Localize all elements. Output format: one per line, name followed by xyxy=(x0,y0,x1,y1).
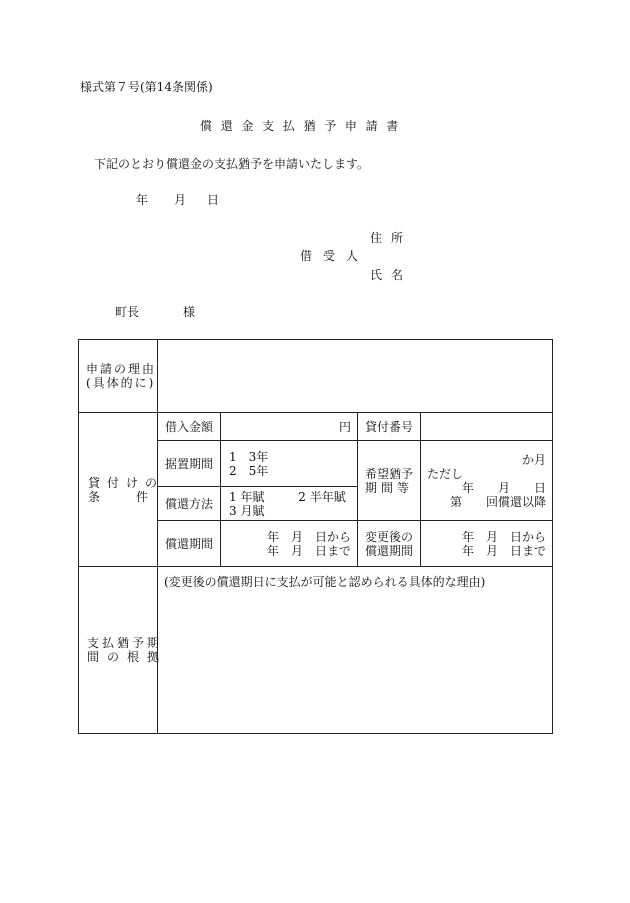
reason-input-cell[interactable] xyxy=(158,340,553,413)
desired-deferral-label-line2: 期間等 xyxy=(364,480,413,495)
form-number: 様式第７号(第14条関係) xyxy=(80,80,213,94)
changed-period-label-cell xyxy=(358,521,421,567)
proviso-text: ただし xyxy=(427,466,464,481)
desired-deferral-field[interactable] xyxy=(421,441,553,521)
loan-amount-unit: 円 xyxy=(338,419,351,434)
date-day-label: 日 xyxy=(207,193,220,207)
changed-to: 年 月 日まで xyxy=(461,543,546,558)
reason-row xyxy=(79,340,553,413)
borrower-label: 借受人 xyxy=(300,249,370,263)
honorific-label: 様 xyxy=(183,305,196,319)
basis-label-line2: 間の根拠 xyxy=(87,650,168,664)
method-option-1: 1 年賦 xyxy=(229,489,265,504)
changed-from: 年 月 日から xyxy=(461,529,546,544)
repayment-period-field[interactable] xyxy=(221,521,358,567)
date-month-label: 月 xyxy=(174,193,187,207)
basis-row xyxy=(79,567,553,734)
basis-note: (変更後の償還期日に支払が可能と認められる具体的な理由) xyxy=(164,575,486,589)
desired-deferral-label-cell xyxy=(358,441,421,521)
changed-period-field[interactable] xyxy=(421,521,553,567)
repayment-method-label: 償還方法 xyxy=(158,487,221,521)
repayment-period-label: 償還期間 xyxy=(158,521,221,567)
basis-input-cell[interactable] xyxy=(158,567,553,734)
method-option-2: 2 半年賦 xyxy=(298,489,346,504)
loan-amount-label: 借入金額 xyxy=(158,413,221,441)
loan-conditions-label-line2: 条 件 xyxy=(88,489,149,504)
proviso-date: 年 月 日 xyxy=(461,480,546,495)
name-label: 氏名 xyxy=(370,268,413,282)
loan-conditions-label-cell xyxy=(79,413,165,567)
method-option-3: 3 月賦 xyxy=(229,503,265,518)
method-line-1 xyxy=(229,490,357,504)
document-title: 償還金支払猶予申請書 xyxy=(200,119,408,133)
reason-label-cell xyxy=(79,340,158,413)
reason-label-line1: 申請の理由 xyxy=(86,362,157,376)
date-year-label: 年 xyxy=(136,193,149,207)
grace-period-label: 据置期間 xyxy=(158,441,221,487)
period-to: 年 月 日まで xyxy=(266,543,351,558)
loan-number-label: 貸付番号 xyxy=(358,413,421,441)
mayor-label: 町長 xyxy=(115,305,140,319)
repayment-method-options[interactable] xyxy=(221,487,358,521)
loan-number-field[interactable] xyxy=(421,413,553,441)
basis-label-cell xyxy=(79,567,168,734)
basis-label-line1: 支払猶予期 xyxy=(87,636,163,650)
intro-text: 下記のとおり償還金の支払猶予を申請いたします。 xyxy=(94,157,370,171)
address-label: 住所 xyxy=(370,231,413,245)
changed-period-label-line1: 変更後の xyxy=(364,529,413,544)
reason-label-line2: (具体的に) xyxy=(86,376,156,390)
loan-amount-field[interactable] xyxy=(221,413,358,441)
loan-conditions-label-line1: 貸付けの xyxy=(88,475,165,490)
grace-option-2: 2 5年 xyxy=(229,463,269,478)
loan-amount-row xyxy=(79,413,553,441)
months-unit: か月 xyxy=(521,452,546,467)
desired-deferral-label-line1: 希望猶予 xyxy=(364,466,413,481)
grace-option-1: 1 3年 xyxy=(229,449,269,464)
changed-period-label-line2: 償還期間 xyxy=(364,543,413,558)
grace-period-options[interactable] xyxy=(221,441,358,487)
application-form-table xyxy=(78,339,553,734)
period-from: 年 月 日から xyxy=(266,529,351,544)
proviso-repayment: 第 回償還以降 xyxy=(449,494,546,509)
